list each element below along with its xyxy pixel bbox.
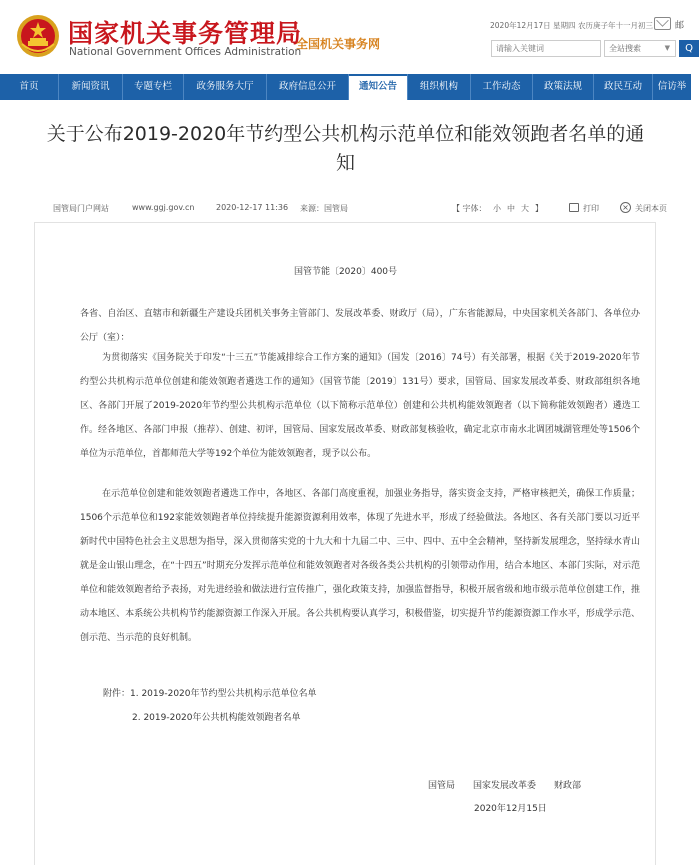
article-site: www.ggj.gov.cn <box>132 203 195 212</box>
font-size-close: 】 <box>535 204 543 213</box>
signing-organizations: 国管局 国家发展改革委 财政部 <box>428 781 582 791</box>
sub-site-link[interactable]: 全国机关事务网 <box>296 37 381 51</box>
nav-item-petition[interactable]: 信访举 <box>657 81 687 92</box>
nav-item-news[interactable]: 新闻资讯 <box>71 81 110 92</box>
nav-item-topics[interactable]: 专题专栏 <box>133 81 172 92</box>
nav-item-organization[interactable]: 组织机构 <box>419 81 458 92</box>
article-source: 国管局门户网站 <box>53 204 109 213</box>
mail-label[interactable]: 邮 <box>675 21 685 31</box>
main-nav <box>0 74 691 100</box>
article-date: 2020-12-17 11:36 <box>216 203 289 212</box>
search-scope-label: 全站搜索 <box>609 44 641 53</box>
site-name-cn[interactable]: 国家机关事务管理局 <box>68 19 303 48</box>
font-large-link[interactable]: 大 <box>521 204 529 213</box>
chevron-down-icon: ▼ <box>664 44 670 52</box>
article-title: 关于公布2019-2020年节约型公共机构示范单位和能效领跑者名单的通知 <box>46 123 645 174</box>
signing-date: 2020年12月15日 <box>474 804 547 814</box>
attachment-1[interactable]: 附件：1. 2019-2020年节约型公共机构示范单位名单 <box>103 689 317 699</box>
print-link[interactable]: 打印 <box>583 204 599 213</box>
search-scope-select[interactable] <box>604 40 676 57</box>
search-input[interactable] <box>491 40 601 57</box>
national-emblem-icon[interactable] <box>16 14 60 58</box>
date-line: 2020年12月17日 星期四 农历庚子年十一月初三 <box>490 21 653 30</box>
site-header <box>0 0 691 74</box>
attachment-2[interactable]: 2. 2019-2020年公共机构能效领跑者名单 <box>132 713 301 723</box>
font-small-link[interactable]: 小 <box>493 204 501 213</box>
document-number: 国管节能〔2020〕400号 <box>293 267 398 277</box>
search-button[interactable]: Q <box>679 40 699 57</box>
nav-item-services[interactable]: 政务服务大厅 <box>196 81 254 92</box>
nav-item-interaction[interactable]: 政民互动 <box>603 81 642 92</box>
site-name-en: National Government Offices Administration <box>69 46 302 58</box>
nav-item-notices[interactable]: 通知公告 <box>349 74 407 100</box>
article-origin: 来源：国管局 <box>300 204 348 213</box>
nav-item-work-updates[interactable]: 工作动态 <box>482 81 521 92</box>
print-icon[interactable] <box>569 203 579 212</box>
close-icon[interactable]: × <box>620 202 631 213</box>
font-size-label: 【 字体： <box>452 204 487 213</box>
nav-item-home[interactable]: 首页 <box>19 81 39 92</box>
font-medium-link[interactable]: 中 <box>507 204 515 213</box>
mail-icon[interactable] <box>654 17 671 30</box>
salutation: 各省、自治区、直辖市和新疆生产建设兵团机关事务主管部门、发展改革委、财政厅（局），广东省能源局，中央国家机关各部门、各单位办公厅（室）： <box>80 309 640 343</box>
nav-item-policies[interactable]: 政策法规 <box>543 81 582 92</box>
nav-item-info-disclosure[interactable]: 政府信息公开 <box>278 81 336 92</box>
paragraph-2: 在示范单位创建和能效领跑者遴选工作中，各地区、各部门高度重视，加强业务指导，落实资金支持，严格审核把关，确保工作质量；1506个示范单位和192家能效领跑者单位持续提升能源资源利用效率，体现了先进水平，形成了经验做法。各地区、各有关部门要以习近平新时代中国特色社会主义思想为指导，深入贯彻落实党的十九大和十九届二中、三中、四中、五中全会精神，坚持新发展理念，坚持绿水青山就是金山银山理念，在“十四五”时期充分发挥示范单位和能效领跑者对各级各类公共机构的引领带动作用，结合本地区、本部门实际，对示范单位和能效领跑者给予表扬，对先进经验和做法进行宣传推广，强化政策支持，加强监督指导，积极开展省级和地市级示范单位创建工作，推动本地区、本系统公共机构节约能源资源工作深入开展。各公共机构要认真学习，积极借鉴，切实提升节约能源资源工作水平，形成学示范、创示范、当示范的良好机制。 <box>80 489 640 643</box>
close-page-link[interactable]: 关闭本页 <box>635 204 667 213</box>
paragraph-1: 为贯彻落实《国务院关于印发“十三五”节能减排综合工作方案的通知》（国发〔2016〕74号）有关部署，根据《关于2019-2020年节约型公共机构示范单位创建和能效领跑者遴选工作的通知》（国管节能〔2019〕131号）要求，国管局、国家发展改革委、财政部组织各地区、各部门开展了2019-2020年节约型公共机构示范单位（以下简称示范单位）创建和公共机构能效领跑者（以下简称能效领跑者）遴选工作。经各地区、各部门申报（推荐）、创建、初评，国管局、国家发展改革委、财政部复核验收，确定北京市南水北调团城湖管理处等1506个单位为示范单位，首都师范大学等192个单位为能效领跑者，现予以公布。 <box>80 353 640 459</box>
